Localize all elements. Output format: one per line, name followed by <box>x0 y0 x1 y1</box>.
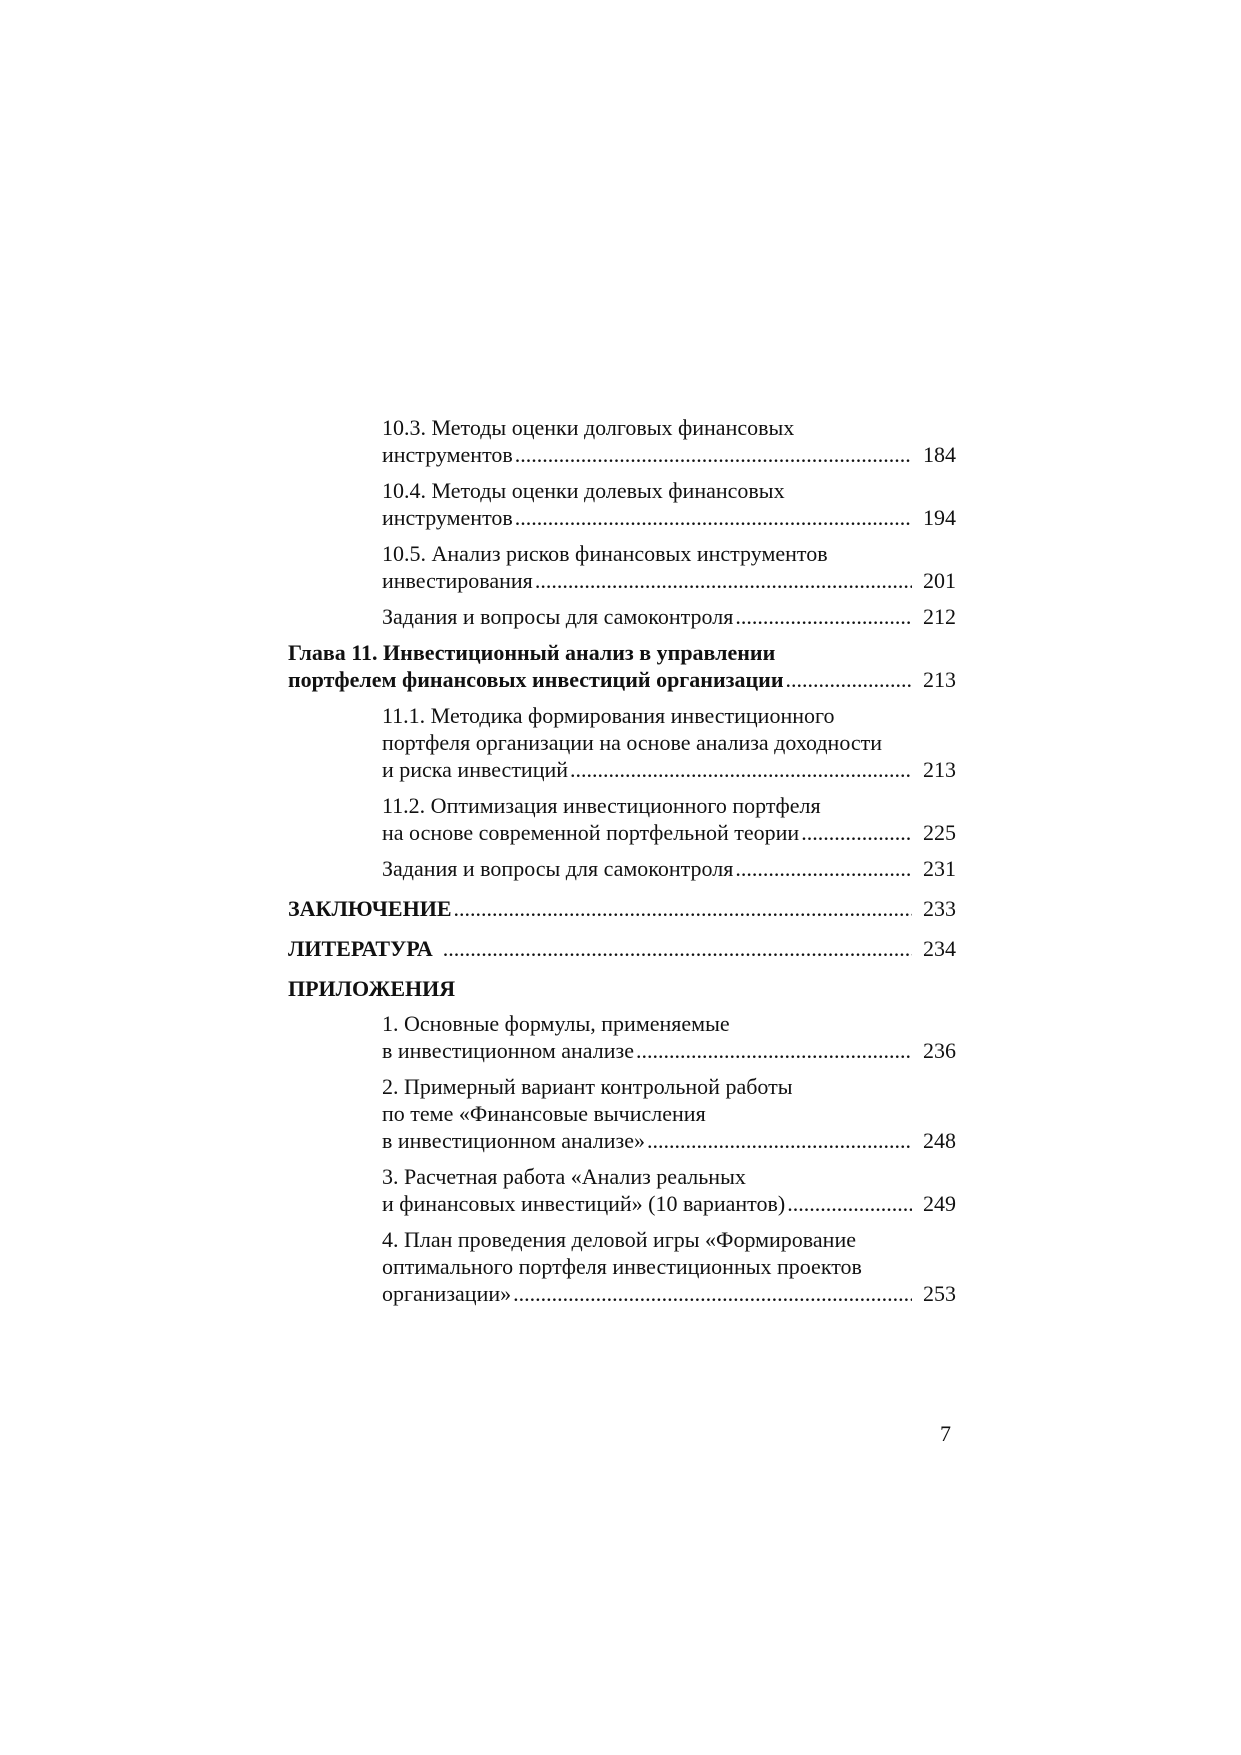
toc-page-number: 231 <box>923 856 956 881</box>
toc-page-number: 234 <box>923 936 956 961</box>
toc-appendix-1[interactable] <box>382 1010 956 1064</box>
toc-conclusion[interactable] <box>288 895 956 922</box>
toc-entry-title: 11.2. Оптимизация инвестиционного портфеля <box>382 793 821 818</box>
toc-entry-title-end: и финансовых инвестиций» (10 вариантов) <box>382 1191 786 1216</box>
dot-leader <box>787 1190 912 1217</box>
dot-leader <box>513 1280 912 1307</box>
toc-entry-title-cont: по теме «Финансовые вычисления <box>382 1101 706 1126</box>
dot-leader <box>535 567 912 594</box>
toc-entry-10-3[interactable] <box>382 414 956 468</box>
dot-leader <box>735 855 912 882</box>
table-of-contents <box>288 414 956 1316</box>
toc-appendix-2[interactable] <box>382 1073 956 1154</box>
dot-leader <box>735 603 912 630</box>
page-number: 7 <box>940 1421 951 1446</box>
toc-entry-10-questions[interactable] <box>382 603 956 630</box>
toc-entry-title-end: и риска инвестиций <box>382 757 569 782</box>
dot-leader <box>786 666 912 693</box>
toc-entry-title-end: в инвестиционном анализе» <box>382 1128 645 1153</box>
toc-literature[interactable] <box>288 935 956 962</box>
toc-page-number: 248 <box>923 1128 956 1153</box>
toc-appendices[interactable] <box>288 975 956 1002</box>
toc-entry-10-5[interactable] <box>382 540 956 594</box>
dot-leader <box>570 756 912 783</box>
toc-entry-10-4[interactable] <box>382 477 956 531</box>
toc-appendix-3[interactable] <box>382 1163 956 1217</box>
toc-entry-title: Задания и вопросы для самоконтроля <box>382 604 734 629</box>
dot-leader <box>515 504 912 531</box>
dot-leader <box>636 1037 912 1064</box>
toc-entry-title-end: в инвестиционном анализе <box>382 1038 634 1063</box>
toc-page-number: 213 <box>923 757 956 782</box>
literature-title: ЛИТЕРАТУРА <box>288 936 433 961</box>
toc-entry-11-1[interactable] <box>382 702 956 783</box>
dot-leader <box>515 441 912 468</box>
toc-entry-title: 4. План проведения деловой игры «Формирование <box>382 1227 856 1252</box>
toc-page-number: 233 <box>923 896 956 921</box>
toc-entry-11-2[interactable] <box>382 792 956 846</box>
toc-entry-title-end: инвестирования <box>382 568 533 593</box>
appendices-title: ПРИЛОЖЕНИЯ <box>288 976 456 1001</box>
toc-entry-title: Задания и вопросы для самоконтроля <box>382 856 734 881</box>
toc-entry-title-end: на основе современной портфельной теории <box>382 820 800 845</box>
toc-entry-title: 2. Примерный вариант контрольной работы <box>382 1074 793 1099</box>
toc-page-number: 253 <box>923 1281 956 1306</box>
toc-page-number: 213 <box>923 667 956 692</box>
toc-entry-title: 3. Расчетная работа «Анализ реальных <box>382 1164 746 1189</box>
toc-entry-11-questions[interactable] <box>382 855 956 882</box>
dot-leader <box>454 895 913 922</box>
toc-entry-title: 10.3. Методы оценки долговых финансовых <box>382 415 795 440</box>
chapter-title: Глава 11. Инвестиционный анализ в управлении <box>288 640 776 665</box>
toc-page-number: 249 <box>923 1191 956 1216</box>
toc-page-number: 236 <box>923 1038 956 1063</box>
toc-entry-title-end: организации» <box>382 1281 512 1306</box>
toc-entry-title: 10.5. Анализ рисков финансовых инструментов <box>382 541 828 566</box>
toc-page-number: 194 <box>923 505 956 530</box>
conclusion-title: ЗАКЛЮЧЕНИЕ <box>288 896 452 921</box>
toc-chapter-11[interactable] <box>288 639 956 693</box>
toc-page-number: 225 <box>923 820 956 845</box>
dot-leader <box>801 819 912 846</box>
toc-entry-title-cont: портфеля организации на основе анализа доходности <box>382 730 883 755</box>
toc-page-number: 201 <box>923 568 956 593</box>
toc-entry-title-end: инструментов <box>382 505 513 530</box>
chapter-title-end: портфелем финансовых инвестиций организации <box>288 667 784 692</box>
toc-entry-title-cont: оптимального портфеля инвестиционных проектов <box>382 1254 862 1279</box>
toc-appendix-4[interactable] <box>382 1226 956 1307</box>
toc-page-number: 184 <box>923 442 956 467</box>
dot-leader <box>443 935 912 962</box>
toc-entry-title-end: инструментов <box>382 442 513 467</box>
toc-entry-title: 10.4. Методы оценки долевых финансовых <box>382 478 785 503</box>
dot-leader <box>647 1127 912 1154</box>
toc-entry-title: 11.1. Методика формирования инвестиционного <box>382 703 835 728</box>
toc-entry-title: 1. Основные формулы, применяемые <box>382 1011 730 1036</box>
toc-page-number: 212 <box>923 604 956 629</box>
